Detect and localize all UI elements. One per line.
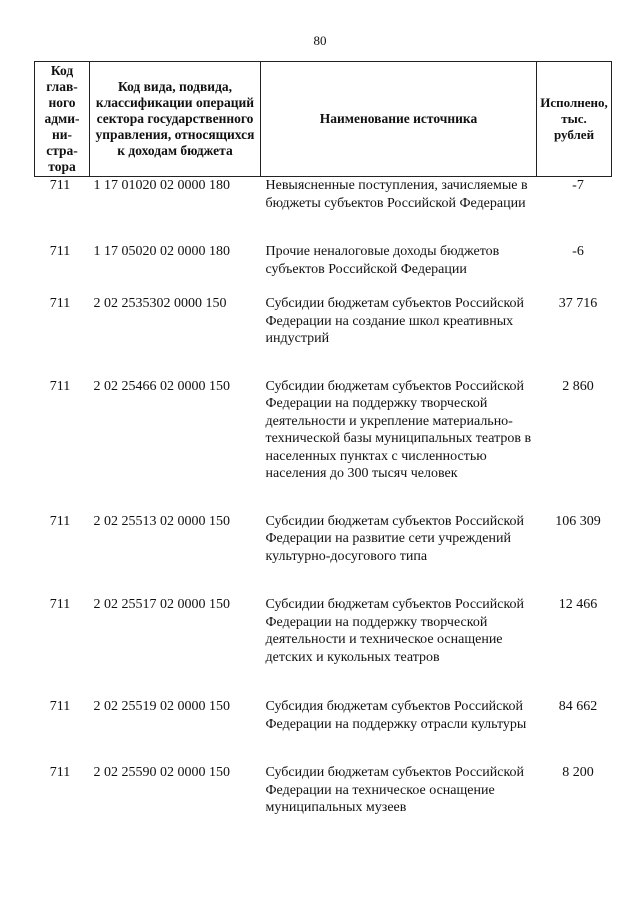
table-row	[35, 596, 612, 698]
budget-table-container	[34, 61, 611, 817]
cell-classification-code: 2 02 25466 02 0000 150	[93, 378, 230, 394]
cell-source-name: Прочие неналоговые доходы бюджетов субъектов Российской Федерации	[265, 244, 500, 277]
cell-source-name: Субсидии бюджетам субъектов Российской Федерации на развитие сети учреждений культурно-досугового типа	[265, 513, 525, 564]
header-admin-code: Код глав- ного адми- ни- стра- тора	[35, 62, 90, 177]
header-amount: Исполнено, тыс. рублей	[537, 62, 612, 177]
cell-source-name: Субсидия бюджетам субъектов Российской Федерации на поддержку отрасли культуры	[265, 699, 527, 732]
table-row	[35, 698, 612, 764]
cell-classification-code: 1 17 05020 02 0000 180	[93, 244, 230, 259]
table-row	[35, 513, 612, 597]
cell-classification-code: 2 02 25517 02 0000 150	[93, 597, 230, 612]
table-header	[35, 62, 612, 177]
cell-admin-code: 711	[49, 597, 71, 612]
cell-classification-code: 2 02 25590 02 0000 150	[93, 765, 230, 780]
cell-source-name: Невыясненные поступления, зачисляемые в бюджеты субъектов Российской Федерации	[265, 178, 528, 211]
table-row	[35, 177, 612, 244]
cell-source-name: Субсидии бюджетам субъектов Российской Федерации на создание школ креативных индустрий	[265, 296, 525, 346]
cell-amount: 37 716	[558, 296, 598, 311]
table-row	[35, 295, 612, 378]
cell-source-name: Субсидии бюджетам субъектов Российской Федерации на поддержку творческой деятельности и укрепление материально-технической базы муниципальных театров в населенных пунктах с численностью населения до 300 тысяч человек	[265, 378, 532, 481]
cell-admin-code: 711	[49, 244, 71, 259]
cell-classification-code: 2 02 25513 02 0000 150	[93, 513, 230, 529]
cell-amount: -7	[572, 178, 584, 193]
budget-revenue-table	[34, 61, 612, 817]
table-body	[35, 177, 612, 817]
cell-amount: 84 662	[558, 699, 598, 714]
cell-amount: 2 860	[562, 378, 594, 394]
header-classification-code: Код вида, подвида, классификации операций сектора государственного управления, относящихся к доходам бюджета	[90, 62, 261, 177]
cell-amount: -6	[572, 244, 584, 259]
cell-admin-code: 711	[49, 513, 71, 529]
page-number: 80	[313, 33, 327, 48]
cell-source-name: Субсидии бюджетам субъектов Российской Федерации на поддержку творческой деятельности и техническое оснащение детских и кукольных театров	[265, 597, 525, 665]
cell-admin-code: 711	[49, 178, 71, 193]
table-row	[35, 764, 612, 817]
cell-source-name: Субсидии бюджетам субъектов Российской Федерации на техническое оснащение муниципальных музеев	[265, 765, 525, 815]
cell-amount: 12 466	[558, 597, 598, 612]
cell-classification-code: 1 17 01020 02 0000 180	[93, 178, 230, 193]
table-row	[35, 243, 612, 295]
cell-admin-code: 711	[49, 699, 71, 714]
table-row	[35, 378, 612, 513]
cell-amount: 8 200	[562, 765, 594, 780]
cell-amount: 106 309	[555, 513, 601, 529]
cell-classification-code: 2 02 25519 02 0000 150	[93, 699, 230, 714]
cell-classification-code: 2 02 2535302 0000 150	[93, 296, 227, 311]
cell-admin-code: 711	[49, 296, 71, 311]
header-source-name: Наименование источника	[261, 62, 537, 177]
header-row	[35, 62, 612, 177]
cell-admin-code: 711	[49, 765, 71, 780]
cell-admin-code: 711	[49, 378, 71, 394]
